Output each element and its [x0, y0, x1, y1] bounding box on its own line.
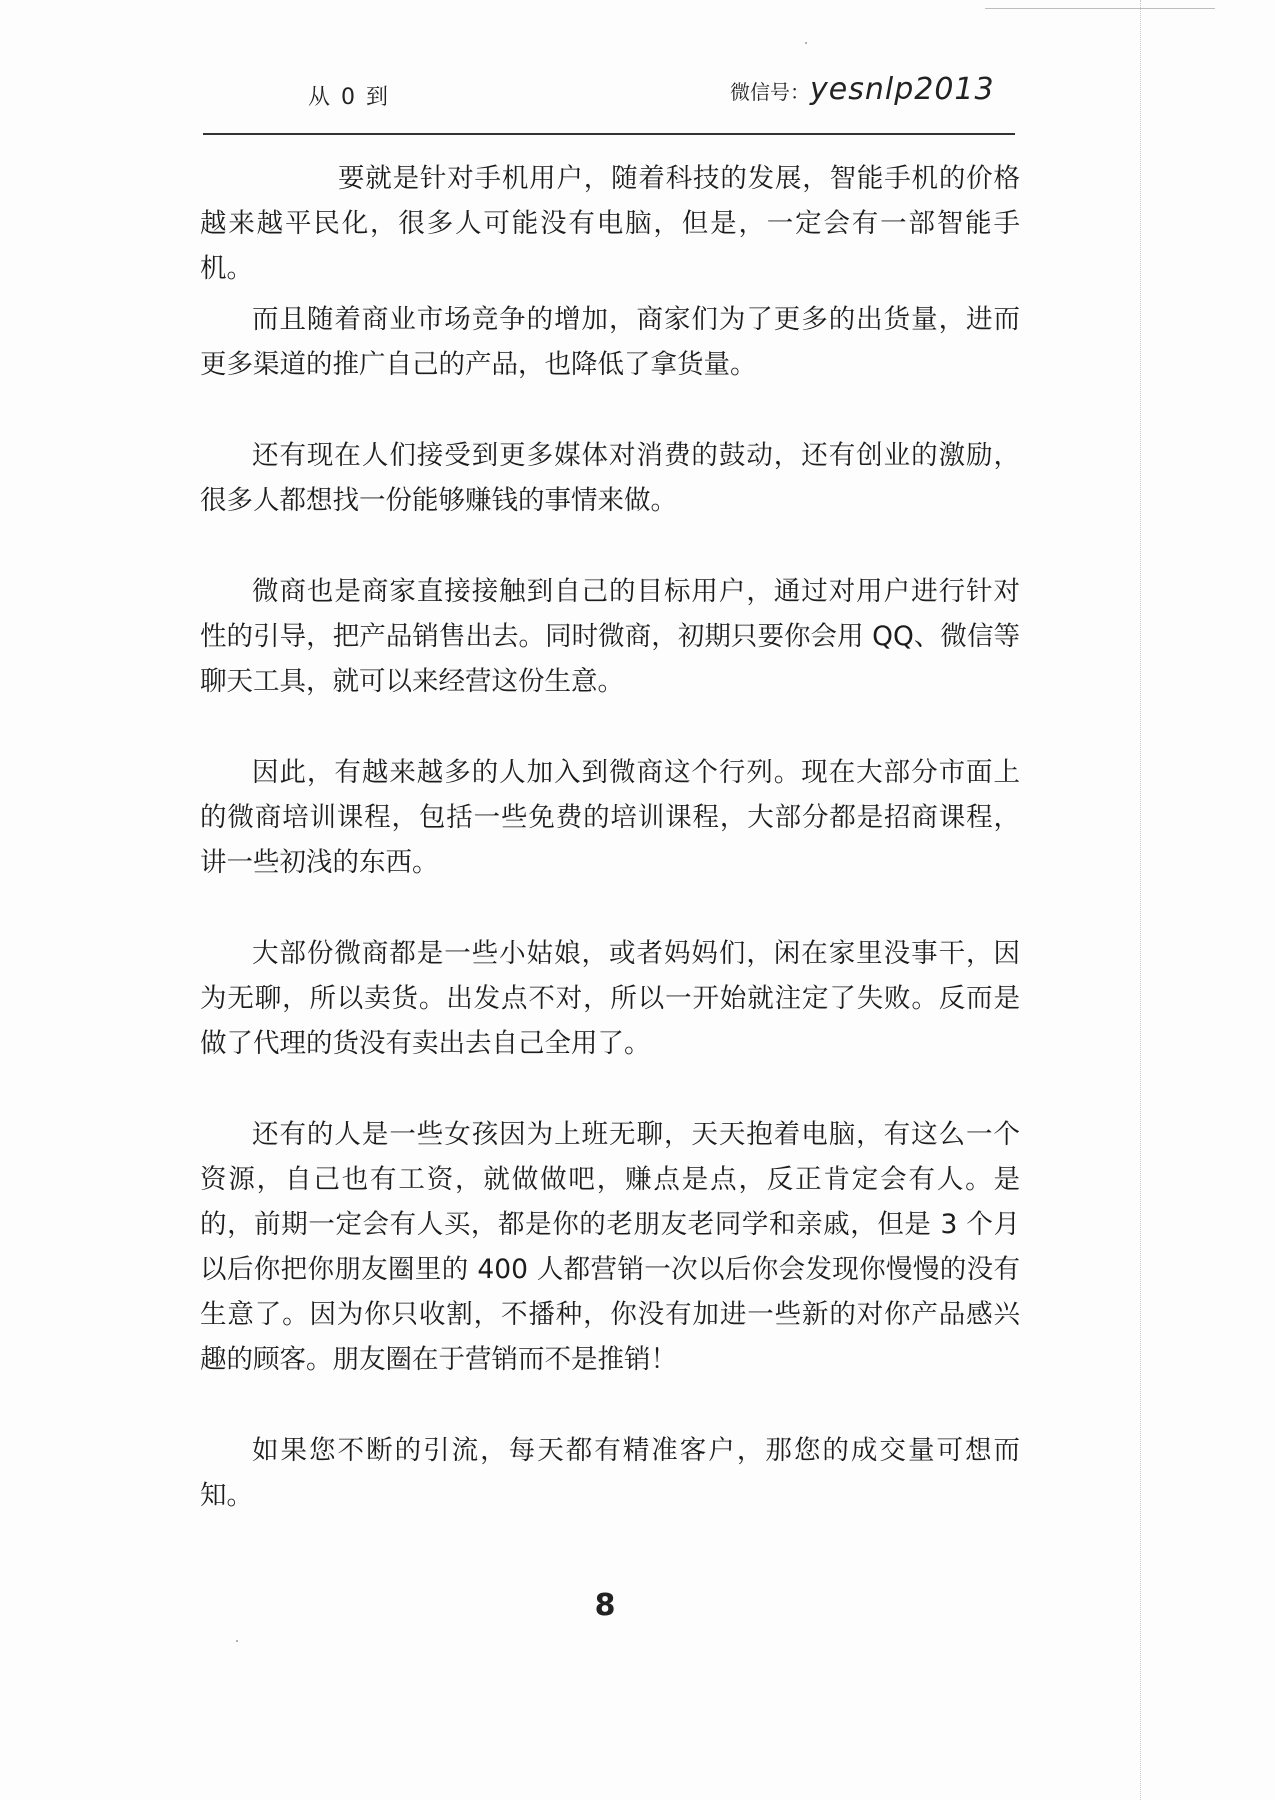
paragraph: 如果您不断的引流，每天都有精准客户，那您的成交量可想而知。: [200, 1435, 1020, 1511]
body-text: [200, 156, 1020, 1518]
header-divider: [203, 133, 1015, 135]
wechat-handle: yesnlp2013: [810, 72, 995, 107]
paragraph: 大部份微商都是一些小姑娘，或者妈妈们，闲在家里没事干，因为无聊，所以卖货。出发点不对，所以一开始就注定了失败。反而是做了代理的货没有卖出去自己全用了。: [200, 938, 1020, 1059]
scan-speck: [236, 1640, 238, 1642]
paragraph: 因此，有越来越多的人加入到微商这个行列。现在大部分市面上的微商培训课程，包括一些免费的培训课程，大部分都是招商课程，讲一些初浅的东西。: [200, 757, 1020, 878]
page-number: 8: [594, 1588, 616, 1623]
scan-edge-top: [985, 8, 1215, 9]
paragraph: 还有的人是一些女孩因为上班无聊，天天抱着电脑，有这么一个资源，自己也有工资，就做做吧，赚点是点，反正肯定会有人。是的，前期一定会有人买，都是你的老朋友老同学和亲戚，但是 3 个月以后你把你朋友圈里的 400 人都营销一次以后你会发现你慢慢的没有生意了。因为你只收割，不播种，你没有加进一些新的对你产品感兴趣的顾客。朋友圈在于营销而不是推销！: [200, 1119, 1020, 1375]
scan-edge-right: [1140, 0, 1141, 1800]
running-header-title: 从 0 到: [308, 85, 390, 110]
paragraph: 要就是针对手机用户，随着科技的发展，智能手机的价格越来越平民化，很多人可能没有电脑，但是，一定会有一部智能手机。: [200, 163, 1020, 284]
paragraph: 而且随着商业市场竞争的增加，商家们为了更多的出货量，进而更多渠道的推广自己的产品，也降低了拿货量。: [200, 304, 1020, 380]
wechat-label: 微信号：: [730, 80, 810, 104]
scan-speck: [805, 42, 807, 44]
paragraph: 微商也是商家直接接触到自己的目标用户，通过对用户进行针对性的引导，把产品销售出去。同时微商，初期只要你会用 QQ、微信等聊天工具，就可以来经营这份生意。: [200, 576, 1020, 697]
paragraph: 还有现在人们接受到更多媒体对消费的鼓动，还有创业的激励，很多人都想找一份能够赚钱的事情来做。: [200, 440, 1020, 516]
running-header-wechat: [730, 72, 995, 107]
